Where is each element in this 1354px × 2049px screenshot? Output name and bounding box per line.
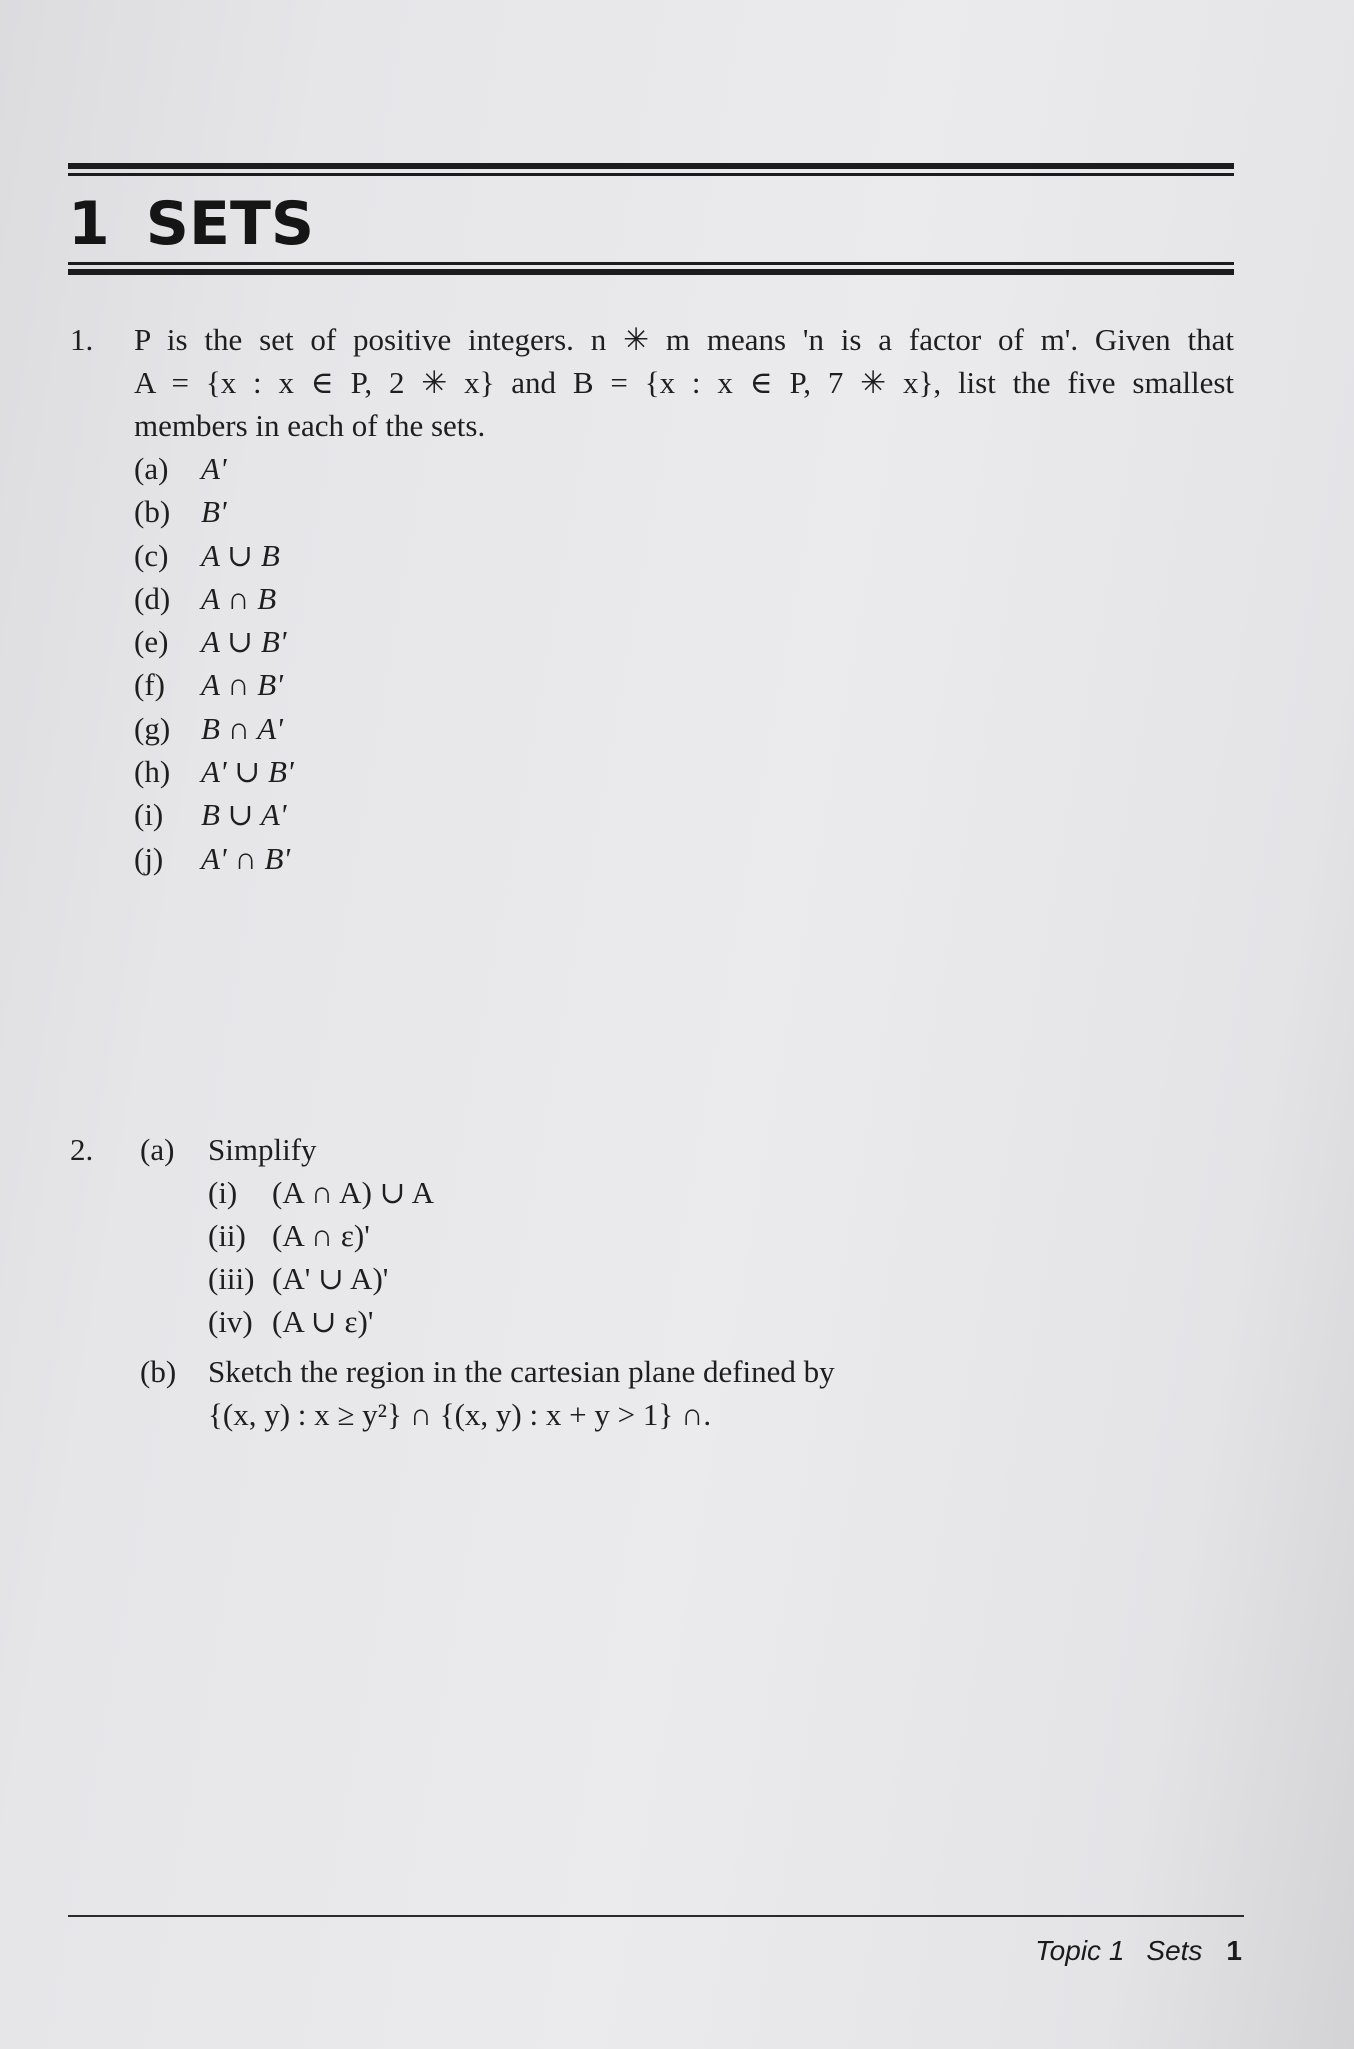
question-1-text: [134, 318, 1234, 447]
part-text: Sketch the region in the cartesian plane defined by: [208, 1354, 835, 1389]
part-label: (g): [134, 710, 171, 746]
header-rule-top-thin: [68, 173, 1234, 176]
question-1-line-1: P is the set of positive integers. n ✳ m means 'n is a factor of m'. Given that: [134, 322, 1234, 357]
header-rule-bottom-thin: [68, 262, 1234, 265]
page-footer: [1035, 1931, 1242, 1971]
part-label: (i): [134, 797, 164, 833]
question-1-number: 1.: [70, 322, 94, 357]
part-expression: A ∪ B': [201, 624, 287, 660]
question-1-line-3: members in each of the sets.: [134, 408, 486, 443]
item-label: (i): [208, 1175, 238, 1210]
list-item: [134, 837, 294, 880]
list-item: [134, 447, 294, 490]
question-2-number: 2.: [70, 1132, 94, 1167]
part-expression: B': [201, 494, 227, 530]
part-expression: B ∩ A': [201, 710, 283, 746]
part-expression: A' ∩ B': [201, 840, 291, 876]
header-rule-bottom-thick: [68, 269, 1234, 275]
footer-section: Sets: [1146, 1935, 1203, 1966]
part-text: Simplify: [208, 1132, 317, 1167]
question-1-line-2: A = {x : x ∈ P, 2 ✳ x} and B = {x : x ∈ P, 7 ✳ x}, list the five smallest: [134, 365, 1234, 400]
part-label: (f): [134, 667, 165, 703]
list-item: [134, 620, 294, 663]
item-expression: (A ∪ ε)': [272, 1304, 374, 1339]
part-label: (h): [134, 754, 171, 790]
part-expression: B ∪ A': [201, 797, 287, 833]
page-number: 1: [1226, 1935, 1242, 1966]
footer-topic: Topic 1: [1035, 1935, 1125, 1966]
chapter-number: 1: [68, 189, 110, 259]
part-label: (b): [140, 1354, 177, 1389]
item-label: (iii): [208, 1261, 255, 1296]
header-rule-top-thick: [68, 163, 1234, 169]
part-label: (c): [134, 537, 169, 573]
part-label: (a): [140, 1132, 175, 1167]
question-1-parts: [134, 447, 294, 880]
part-label: (j): [134, 840, 164, 876]
footer-rule: [68, 1915, 1244, 1917]
part-expression: A ∩ B: [201, 580, 277, 616]
chapter-heading: [68, 188, 314, 260]
part-expression: A ∩ B': [201, 667, 283, 703]
list-item: [134, 490, 294, 533]
list-item: [134, 793, 294, 836]
item-label: (ii): [208, 1218, 246, 1253]
part-label: (e): [134, 624, 169, 660]
list-item: [134, 577, 294, 620]
item-expression: (A ∩ ε)': [272, 1218, 370, 1253]
item-expression: (A' ∪ A)': [272, 1261, 389, 1296]
part-expression: A ∪ B: [201, 537, 280, 573]
item-expression: (A ∩ A) ∪ A: [272, 1175, 435, 1210]
chapter-title: SETS: [145, 189, 315, 259]
set-expression: {(x, y) : x ≥ y²} ∩ {(x, y) : x + y > 1} ∩.: [208, 1397, 712, 1432]
list-item: [134, 534, 294, 577]
part-label: (d): [134, 580, 171, 616]
part-label: (b): [134, 494, 171, 530]
list-item: [134, 707, 294, 750]
part-label: (a): [134, 451, 169, 486]
list-item: [134, 663, 294, 706]
list-item: [134, 750, 294, 793]
part-expression: A': [201, 451, 227, 486]
part-expression: A' ∪ B': [201, 754, 294, 790]
item-label: (iv): [208, 1304, 253, 1339]
